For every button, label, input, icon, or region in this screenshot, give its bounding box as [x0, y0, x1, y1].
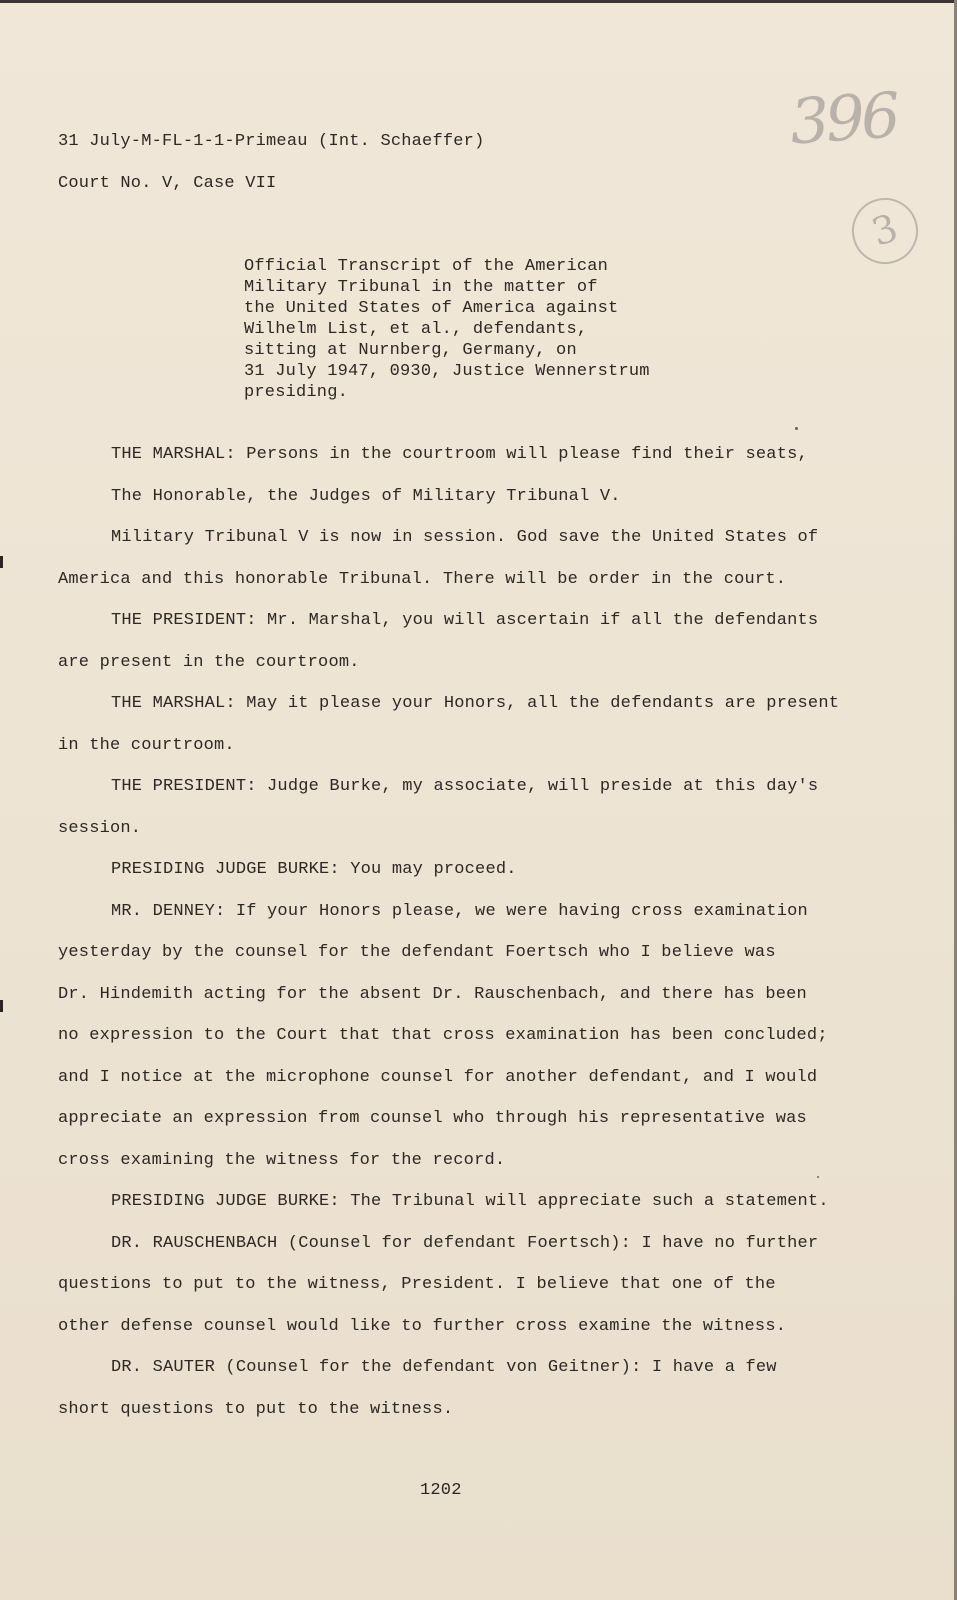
transcript-line: cross examining the witness for the record.	[58, 1151, 506, 1170]
handwritten-circled-mark	[843, 189, 926, 272]
transcript-line: session.	[58, 819, 142, 838]
transcript-line: THE PRESIDENT: Judge Burke, my associate, will preside at this day's	[111, 777, 819, 796]
title-block-line: the United States of America against	[244, 299, 619, 318]
transcript-line: appreciate an expression from counsel who through his representative was	[58, 1109, 807, 1128]
transcript-line: THE MARSHAL: May it please your Honors, all the defendants are present	[111, 694, 840, 713]
title-block-line: Official Transcript of the American	[244, 257, 609, 276]
transcript-line: America and this honorable Tribunal. There will be order in the court.	[58, 570, 787, 589]
title-block-line: 31 July 1947, 0930, Justice Wennerstrum	[244, 362, 650, 381]
binding-mark	[0, 556, 3, 568]
handwritten-page-mark: 396	[787, 78, 899, 159]
paper-speck	[817, 1176, 819, 1178]
transcript-line: are present in the courtroom.	[58, 653, 360, 672]
transcript-line: PRESIDING JUDGE BURKE: The Tribunal will appreciate such a statement.	[111, 1192, 829, 1211]
page-number: 1202	[420, 1481, 462, 1500]
transcript-line: other defense counsel would like to further cross examine the witness.	[58, 1317, 787, 1336]
transcript-line: Military Tribunal V is now in session. God save the United States of	[111, 528, 819, 547]
title-block-line: sitting at Nurnberg, Germany, on	[244, 341, 577, 360]
page-top-edge	[0, 0, 957, 3]
transcript-line: PRESIDING JUDGE BURKE: You may proceed.	[111, 860, 517, 879]
transcript-line: MR. DENNEY: If your Honors please, we were having cross examination	[111, 902, 808, 921]
transcript-line: THE PRESIDENT: Mr. Marshal, you will ascertain if all the defendants	[111, 611, 819, 630]
circled-mark-text: 3	[866, 205, 903, 255]
transcript-line: yesterday by the counsel for the defendant Foertsch who I believe was	[58, 943, 776, 962]
transcript-line: DR. SAUTER (Counsel for the defendant von Geitner): I have a few	[111, 1358, 777, 1377]
transcript-line: short questions to put to the witness.	[58, 1400, 454, 1419]
paper-speck	[795, 427, 798, 430]
transcript-line: questions to put to the witness, President. I believe that one of the	[58, 1275, 776, 1294]
transcript-line: The Honorable, the Judges of Military Tribunal V.	[111, 487, 621, 506]
transcript-line: no expression to the Court that that cross examination has been concluded;	[58, 1026, 828, 1045]
court-line: Court No. V, Case VII	[58, 174, 277, 193]
transcript-line: in the courtroom.	[58, 736, 235, 755]
binding-mark	[0, 1000, 3, 1012]
transcript-line: DR. RAUSCHENBACH (Counsel for defendant Foertsch): I have no further	[111, 1234, 819, 1253]
title-block-line: presiding.	[244, 383, 349, 402]
transcript-line: Dr. Hindemith acting for the absent Dr. Rauschenbach, and there has been	[58, 985, 807, 1004]
title-block-line: Military Tribunal in the matter of	[244, 278, 598, 297]
file-reference: 31 July-M-FL-1-1-Primeau (Int. Schaeffer)	[58, 132, 485, 151]
title-block-line: Wilhelm List, et al., defendants,	[244, 320, 588, 339]
transcript-line: and I notice at the microphone counsel for another defendant, and I would	[58, 1068, 818, 1087]
transcript-line: THE MARSHAL: Persons in the courtroom will please find their seats,	[111, 445, 808, 464]
